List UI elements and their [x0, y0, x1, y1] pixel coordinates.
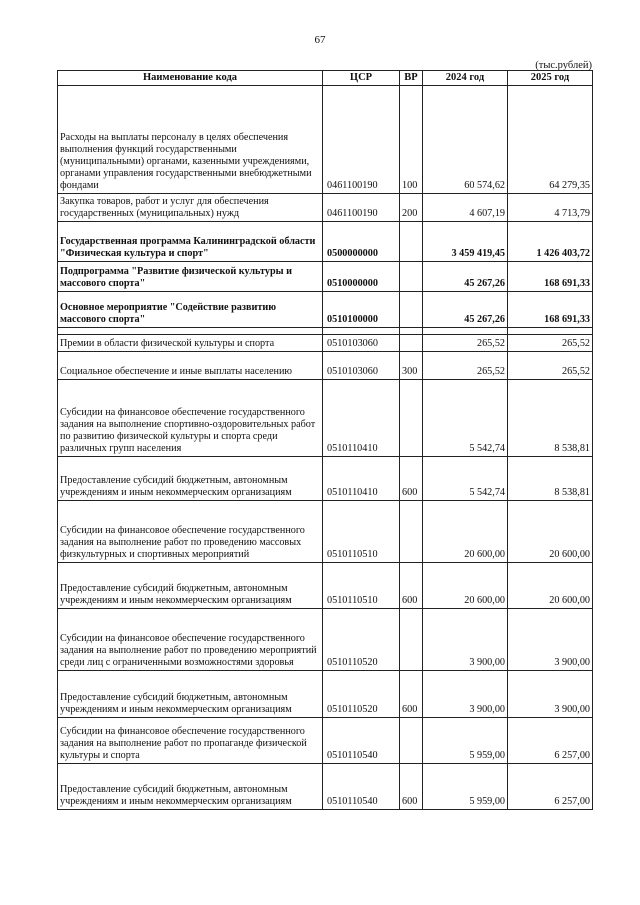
row-vr: 600 — [400, 457, 423, 501]
spacer-cell — [58, 328, 323, 335]
units-label: (тыс.рублей) — [535, 60, 592, 71]
table-row — [58, 380, 593, 457]
budget-table — [57, 70, 593, 810]
row-vr: 600 — [400, 563, 423, 609]
table-row — [58, 718, 593, 764]
row-vr — [400, 380, 423, 457]
spacer-cell — [400, 328, 423, 335]
row-vr — [400, 262, 423, 292]
table-row — [58, 609, 593, 671]
row-name: Государственная программа Калининградской области "Физическая культура и спорт" — [58, 222, 323, 262]
row-2024: 20 600,00 — [423, 563, 508, 609]
row-vr — [400, 718, 423, 764]
row-2025: 6 257,00 — [508, 718, 593, 764]
spacer-cell — [423, 328, 508, 335]
row-name: Субсидии на финансовое обеспечение государственного задания на выполнение работ по пропаганде физической культуры и спорта — [58, 718, 323, 764]
row-name: Премии в области физической культуры и спорта — [58, 335, 323, 352]
row-2024: 3 459 419,45 — [423, 222, 508, 262]
row-csr: 0500000000 — [323, 222, 400, 262]
row-2024: 265,52 — [423, 335, 508, 352]
table-row — [58, 501, 593, 563]
row-2025: 8 538,81 — [508, 457, 593, 501]
row-2024: 4 607,19 — [423, 194, 508, 222]
table-row — [58, 352, 593, 380]
row-name: Предоставление субсидий бюджетным, автономным учреждениям и иным некоммерческим организациям — [58, 457, 323, 501]
row-name: Предоставление субсидий бюджетным, автономным учреждениям и иным некоммерческим организациям — [58, 764, 323, 810]
row-vr — [400, 609, 423, 671]
row-vr: 200 — [400, 194, 423, 222]
row-2025: 8 538,81 — [508, 380, 593, 457]
row-name: Расходы на выплаты персоналу в целях обеспечения выполнения функций государственными (муниципальными) органами, казенными учреждениями, органами управления государственными внебюджетными фондами — [58, 86, 323, 194]
spacer-cell — [508, 328, 593, 335]
row-2025: 6 257,00 — [508, 764, 593, 810]
table-row — [58, 563, 593, 609]
row-csr: 0510110540 — [323, 764, 400, 810]
table-spacer — [58, 328, 593, 335]
row-name: Подпрограмма "Развитие физической культуры и массового спорта" — [58, 262, 323, 292]
row-csr: 0510103060 — [323, 352, 400, 380]
row-vr: 600 — [400, 764, 423, 810]
row-2024: 3 900,00 — [423, 609, 508, 671]
table-row — [58, 671, 593, 718]
header-2024: 2024 год — [423, 71, 508, 86]
row-2025: 3 900,00 — [508, 609, 593, 671]
row-csr: 0461100190 — [323, 194, 400, 222]
page-number: 67 — [314, 34, 326, 46]
table-header-row — [58, 71, 593, 86]
spacer-cell — [323, 328, 400, 335]
row-vr: 100 — [400, 86, 423, 194]
header-csr: ЦСР — [323, 71, 400, 86]
row-2025: 20 600,00 — [508, 501, 593, 563]
row-vr — [400, 501, 423, 563]
row-vr — [400, 292, 423, 328]
row-csr: 0510110520 — [323, 609, 400, 671]
table-row — [58, 194, 593, 222]
row-2025: 3 900,00 — [508, 671, 593, 718]
row-csr: 0510110520 — [323, 671, 400, 718]
row-vr — [400, 335, 423, 352]
row-2024: 45 267,26 — [423, 262, 508, 292]
row-vr: 300 — [400, 352, 423, 380]
row-name: Основное мероприятие "Содействие развитию массового спорта" — [58, 292, 323, 328]
table-row-subprogram — [58, 262, 593, 292]
row-2024: 5 959,00 — [423, 718, 508, 764]
row-2024: 45 267,26 — [423, 292, 508, 328]
row-2024: 3 900,00 — [423, 671, 508, 718]
row-name: Предоставление субсидий бюджетным, автономным учреждениям и иным некоммерческим организациям — [58, 563, 323, 609]
header-vr: ВР — [400, 71, 423, 86]
table-row — [58, 335, 593, 352]
row-csr: 0510110510 — [323, 501, 400, 563]
table-row — [58, 457, 593, 501]
row-2025: 265,52 — [508, 352, 593, 380]
row-2025: 20 600,00 — [508, 563, 593, 609]
row-2025: 265,52 — [508, 335, 593, 352]
row-name: Субсидии на финансовое обеспечение государственного задания на выполнение работ по проведению мероприятий среди лиц с ограниченными возможностями здоровья — [58, 609, 323, 671]
table-row — [58, 764, 593, 810]
table-row-program — [58, 222, 593, 262]
row-vr: 600 — [400, 671, 423, 718]
row-2025: 64 279,35 — [508, 86, 593, 194]
row-2024: 5 959,00 — [423, 764, 508, 810]
row-2025: 4 713,79 — [508, 194, 593, 222]
table-row — [58, 86, 593, 194]
row-csr: 0510000000 — [323, 262, 400, 292]
row-csr: 0510110510 — [323, 563, 400, 609]
row-csr: 0510110410 — [323, 457, 400, 501]
header-2025: 2025 год — [508, 71, 593, 86]
row-2024: 5 542,74 — [423, 380, 508, 457]
row-2025: 168 691,33 — [508, 262, 593, 292]
row-name: Субсидии на финансовое обеспечение государственного задания на выполнение спортивно-оздоровительных работ по развитию физической культуры и спорта среди различных групп населения — [58, 380, 323, 457]
row-csr: 0461100190 — [323, 86, 400, 194]
table-row-activity — [58, 292, 593, 328]
row-2025: 1 426 403,72 — [508, 222, 593, 262]
row-csr: 0510110410 — [323, 380, 400, 457]
row-csr: 0510100000 — [323, 292, 400, 328]
row-2024: 5 542,74 — [423, 457, 508, 501]
row-name: Социальное обеспечение и иные выплаты населению — [58, 352, 323, 380]
row-2024: 60 574,62 — [423, 86, 508, 194]
row-2024: 20 600,00 — [423, 501, 508, 563]
row-vr — [400, 222, 423, 262]
row-name: Субсидии на финансовое обеспечение государственного задания на выполнение работ по проведению массовых физкультурных и спортивных мероприятий — [58, 501, 323, 563]
row-name: Предоставление субсидий бюджетным, автономным учреждениям и иным некоммерческим организациям — [58, 671, 323, 718]
header-name: Наименование кода — [58, 71, 323, 86]
row-name: Закупка товаров, работ и услуг для обеспечения государственных (муниципальных) нужд — [58, 194, 323, 222]
row-2025: 168 691,33 — [508, 292, 593, 328]
row-2024: 265,52 — [423, 352, 508, 380]
row-csr: 0510103060 — [323, 335, 400, 352]
row-csr: 0510110540 — [323, 718, 400, 764]
